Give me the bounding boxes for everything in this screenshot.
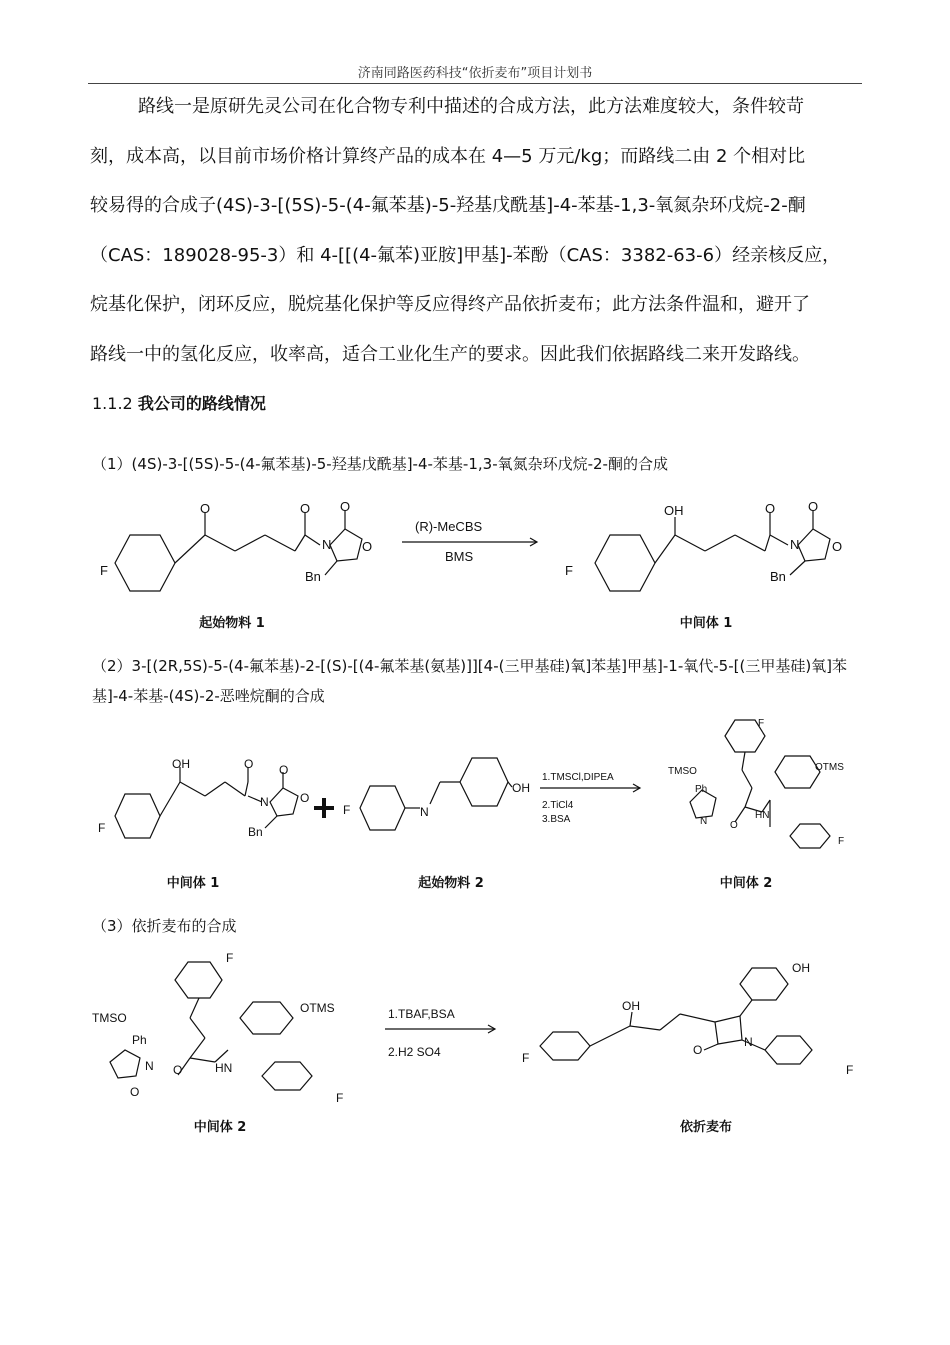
fluorophenyl-ring bbox=[360, 786, 405, 830]
section-heading bbox=[92, 391, 266, 414]
atom-label: OTMS bbox=[300, 1001, 335, 1015]
atom-label: TMSO bbox=[92, 1011, 127, 1025]
atom-label: F bbox=[98, 821, 106, 835]
atom-label: N bbox=[322, 537, 332, 552]
atom-label: O bbox=[730, 820, 738, 831]
atom-label: O bbox=[244, 757, 254, 771]
reagent-label: 2.TiCl4 bbox=[542, 800, 574, 811]
atom-label: O bbox=[130, 1085, 140, 1099]
fluorophenyl-ring bbox=[595, 535, 655, 591]
paragraph-line: 路线一是原研先灵公司在化合物专利中描述的合成方法，此方法难度较大，条件较苛 bbox=[138, 96, 804, 117]
atom-label: OH bbox=[664, 503, 684, 518]
atom-label: F bbox=[343, 803, 351, 817]
atom-label: Bn bbox=[770, 569, 786, 584]
trimethylsilyloxyphenyl-ring bbox=[775, 756, 820, 788]
atom-label: O bbox=[362, 539, 373, 554]
phenol-ring bbox=[460, 758, 508, 806]
atom-label: OTMS bbox=[815, 762, 844, 773]
reagent-label: 3.BSA bbox=[542, 814, 571, 825]
atom-label: O bbox=[300, 501, 311, 516]
step-1-title: （1）(4S)-3-[(5S)-5-(4-氟苯基)-5-羟基戊酰基]-4-苯基-1,3-氧氮杂环戊烷-2-酮的合成 bbox=[92, 455, 668, 473]
oxazolidinone-ring bbox=[798, 529, 830, 561]
atom-label: Ph bbox=[132, 1033, 147, 1047]
atom-label: O bbox=[173, 1063, 183, 1077]
fluorophenyl-ring bbox=[115, 794, 160, 838]
paragraph-line: 路线一中的氢化反应，收率高，适合工业化生产的要求。因此我们依据路线二来开发路线。 bbox=[90, 343, 810, 365]
section-number: 1.1.2 bbox=[92, 394, 133, 413]
atom-label: HN bbox=[215, 1061, 233, 1075]
fluorophenyl-ring bbox=[540, 1032, 590, 1060]
trimethylsilyloxyphenyl-ring bbox=[240, 1002, 293, 1034]
scheme-1-reaction bbox=[0, 495, 950, 615]
scheme-2-caption-c: 中间体 2 bbox=[719, 876, 773, 891]
atom-label: HN bbox=[755, 810, 770, 821]
paragraph-line: 较易得的合成子(4S)-3-[(5S)-5-(4-氟苯基)-5-羟基戊酰基]-4-苯基-1,3-氧氮杂环戊烷-2-酮 bbox=[90, 195, 806, 216]
scheme-3-right-caption: 依折麦布 bbox=[679, 1120, 732, 1135]
atom-label: F bbox=[100, 563, 108, 578]
atom-label: F bbox=[758, 718, 765, 729]
atom-label: F bbox=[846, 1063, 854, 1077]
atom-label: N bbox=[790, 537, 800, 552]
atom-label: N bbox=[145, 1059, 154, 1073]
route-description-paragraph bbox=[90, 82, 880, 379]
atom-label: N bbox=[744, 1035, 753, 1049]
atom-label: N bbox=[700, 816, 708, 827]
atom-label: F bbox=[838, 836, 845, 847]
atom-label: OH bbox=[792, 961, 810, 975]
scheme-1-left-caption: 起始物料 1 bbox=[199, 616, 265, 631]
atom-label: O bbox=[693, 1043, 703, 1057]
atom-label: F bbox=[522, 1051, 530, 1065]
azetidinone-ring bbox=[715, 1016, 742, 1044]
reagent-label: 2.H2 SO4 bbox=[388, 1045, 441, 1059]
scheme-3-left-caption: 中间体 2 bbox=[193, 1120, 247, 1135]
atom-label: Ph bbox=[695, 784, 708, 795]
scheme-2-caption-a: 中间体 1 bbox=[166, 876, 220, 891]
atom-label: O bbox=[200, 501, 211, 516]
scheme-1-right-caption: 中间体 1 bbox=[679, 616, 733, 631]
atom-label: Bn bbox=[248, 825, 263, 839]
atom-label: OH bbox=[172, 757, 190, 771]
reagent-label: (R)-MeCBS bbox=[415, 519, 483, 534]
atom-label: O bbox=[300, 791, 310, 805]
atom-label: N bbox=[260, 795, 269, 809]
atom-label: OH bbox=[622, 999, 640, 1013]
atom-label: O bbox=[808, 499, 819, 514]
atom-label: O bbox=[832, 539, 843, 554]
fluorophenyl-ring bbox=[115, 535, 175, 591]
scheme-3-reaction bbox=[0, 950, 950, 1115]
atom-label: F bbox=[226, 951, 234, 965]
scheme-2-reaction bbox=[0, 712, 950, 872]
fluorophenyl-ring bbox=[765, 1036, 812, 1064]
atom-label: F bbox=[336, 1091, 344, 1105]
atom-label: F bbox=[565, 563, 573, 578]
paragraph-line: 烷基化保护，闭环反应，脱烷基化保护等反应得终产品依折麦布；此方法条件温和，避开了 bbox=[90, 294, 810, 315]
atom-label: O bbox=[340, 499, 351, 514]
atom-label: O bbox=[765, 501, 776, 516]
step-3-title: （3）依折麦布的合成 bbox=[92, 917, 237, 935]
reagent-label: BMS bbox=[445, 549, 474, 564]
page-header: 济南同路医药科技“依折麦布”项目计划书 bbox=[357, 66, 593, 81]
oxazolidinone-ring bbox=[330, 529, 362, 561]
scheme-2-caption-b: 起始物料 2 bbox=[418, 876, 484, 891]
atom-label: N bbox=[420, 805, 429, 819]
step-2-title: （2）3-[(2R,5S)-5-(4-氟苯基)-2-[(S)-[(4-氟苯基(氨基)]][4-(三甲基硅)氧]苯基]甲基]-1-氧代-5-[(三甲基硅)氧]苯基]-4-苯基-(4S)-2-恶唑烷酮的合成 bbox=[92, 657, 848, 705]
hydroxyphenyl-ring bbox=[740, 968, 788, 1000]
atom-label: OH bbox=[512, 781, 530, 795]
atom-label: Bn bbox=[305, 569, 321, 584]
fluorophenyl-ring bbox=[175, 962, 222, 998]
reagent-label: 1.TMSCl,DIPEA bbox=[542, 772, 614, 783]
atom-label: O bbox=[279, 763, 289, 777]
oxazolidinone-ring bbox=[270, 788, 298, 816]
fluorophenyl-ring bbox=[790, 824, 830, 848]
reagent-label: 1.TBAF,BSA bbox=[388, 1007, 455, 1021]
oxazolidinone-ring bbox=[110, 1050, 140, 1078]
section-title: 我公司的路线情况 bbox=[137, 394, 266, 413]
paragraph-line: 刻，成本高，以目前市场价格计算终产品的成本在 4—5 万元/kg；而路线二由 2 个相对比 bbox=[90, 145, 806, 167]
fluorophenyl-ring bbox=[262, 1062, 312, 1090]
atom-label: TMSO bbox=[668, 766, 697, 777]
paragraph-line: （CAS：189028-95-3）和 4-[[(4-氟苯)亚胺]甲基]-苯酚（CAS：3382-63-6）经亲核反应， bbox=[90, 244, 841, 266]
